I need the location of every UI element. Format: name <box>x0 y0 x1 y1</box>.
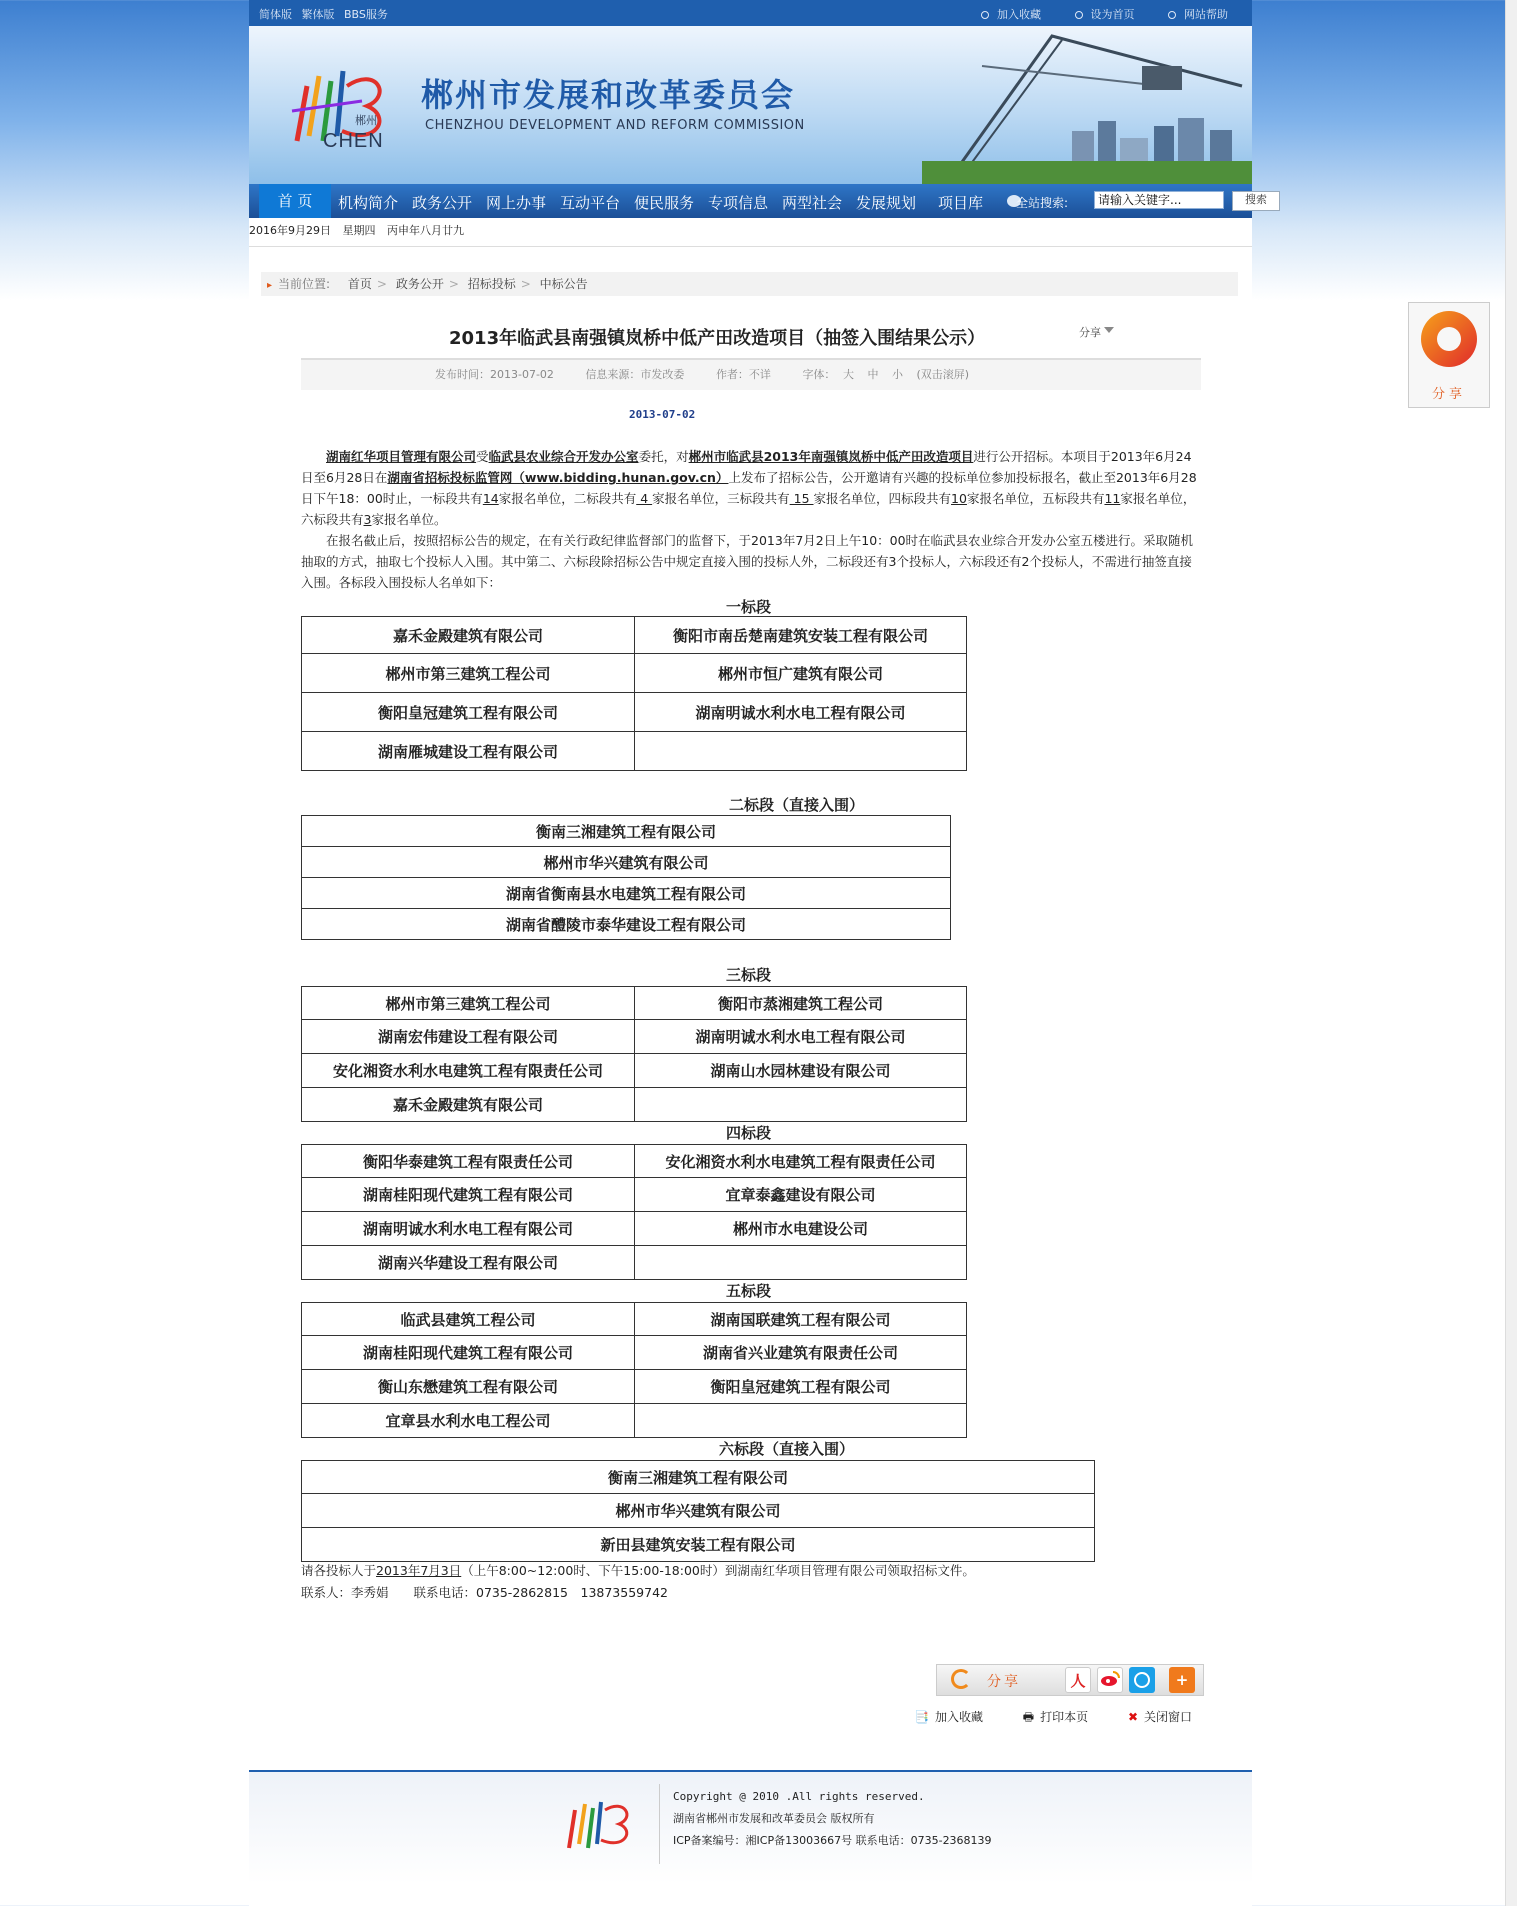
nav-item-project-library[interactable]: 项目库 <box>938 194 984 212</box>
crane-skyline-illustration <box>922 26 1252 184</box>
add-favorite-link[interactable]: 加入收藏 <box>981 8 1041 21</box>
weekday: 星期四 <box>342 224 376 237</box>
owner: 湖南省郴州市发展和改革委员会 版权所有 <box>673 1812 875 1825</box>
weibo-share-icon[interactable] <box>1097 1667 1123 1693</box>
print-button[interactable]: 🖶 打印本页 <box>1022 1710 1089 1724</box>
breadcrumb-award-notice[interactable]: 中标公告 <box>539 277 588 291</box>
simplified-link[interactable]: 简体版 <box>259 8 292 21</box>
search-input[interactable]: 请输入关键字... <box>1094 191 1224 209</box>
table-row: 衡阳华泰建筑工程有限责任公司 安化湘资水利水电建筑工程有限责任公司 <box>302 1145 967 1178</box>
copyright: Copyright @ 2010 .All rights reserved. <box>673 1790 925 1803</box>
footer-text <box>673 1786 992 1852</box>
segment-5-table <box>301 1302 967 1438</box>
favorite-icon: 📑 <box>914 1710 929 1724</box>
segment-2-table <box>301 815 951 940</box>
article-body <box>301 446 1201 593</box>
breadcrumb-arrow-icon: ▸ <box>267 280 273 291</box>
nav-item-convenience[interactable]: 便民服务 <box>634 194 695 212</box>
search-label: 全站搜索: <box>1016 196 1069 210</box>
table-row: 临武县建筑工程公司 湖南国联建筑工程有限公司 <box>302 1303 967 1336</box>
scrollbar[interactable] <box>1505 0 1517 1906</box>
side-share-icon-inner <box>1437 327 1461 351</box>
font-small-button[interactable]: 小 <box>891 368 903 381</box>
side-share-label: 分享 <box>1431 387 1466 402</box>
share-label[interactable]: 分享 <box>987 1674 1021 1690</box>
closing-notice: 请各投标人于2013年7月3日（上午8:00~12:00时、下午15:00-18:00时）到湖南红华项目管理有限公司领取招标文件。 联系人：李秀娟 联系电话：0735-2862815 13873559742 <box>301 1560 975 1604</box>
side-share-button[interactable] <box>1408 302 1490 408</box>
site-help-link[interactable]: 网站帮助 <box>1168 8 1228 21</box>
contact-info: 联系人：李秀娟 联系电话：0735-2862815 13873559742 <box>301 1585 668 1600</box>
date-bar <box>249 218 1252 248</box>
breadcrumb-gov-affairs[interactable]: 政务公开 <box>395 277 444 291</box>
set-homepage-link[interactable]: 设为首页 <box>1075 8 1135 21</box>
table-row: 郴州市华兴建筑有限公司 <box>302 1494 1095 1528</box>
share-bar <box>936 1664 1204 1696</box>
article-date: 2013-07-02 <box>629 408 696 421</box>
footer-logo-icon <box>561 1784 641 1864</box>
table-row: 湖南明诚水利水电工程有限公司 郴州市水电建设公司 <box>302 1212 967 1246</box>
paragraph-2: 在报名截止后，按照招标公告的规定，在有关行政纪律监督部门的监督下，于2013年7月2日上午10：00时在临武县农业综合开发办公室五楼进行。采取随机抽取的方式，抽取七个投标人入围。其中第二、六标段除招标公告中规定直接入围的投标人外，二标段还有3个投标人，六标段还有2个投标人，不需进行抽签直接入围。各标段入围投标人名单如下： <box>301 533 1194 590</box>
breadcrumb-bidding[interactable]: 招标投标 <box>467 277 516 291</box>
close-window-button[interactable]: ✖ 关闭窗口 <box>1127 1710 1193 1724</box>
share-logo-icon <box>951 1669 971 1689</box>
segment-6-table <box>301 1460 1095 1562</box>
breadcrumb-label: 当前位置: <box>278 277 331 291</box>
table-row: 湖南宏伟建设工程有限公司 湖南明诚水利水电工程有限公司 <box>302 1020 967 1054</box>
table-row: 郴州市第三建筑工程公司 衡阳市蒸湘建筑工程公司 <box>302 987 967 1020</box>
paragraph-1: 湖南红华项目管理有限公司受临武县农业综合开发办公室委托，对郴州市临武县2013年南强镇岚桥中低产田改造项目进行公开招标。本项目于2013年6月24日至6月28日在湖南省招标投标监管网（www.bidding.hunan.gov.cn）上发布了招标公告，公开邀请有兴趣的投标单位参加投标报名，截止至2013年6月28日下午18：00时止，一标段共有14家报名单位，二标段共有 4 家报名单位，三标段共有 15 家报名单位，四标段共有10家报名单位，五标段共有11家报名单位，六标段共有3家报名单位。 <box>301 449 1197 527</box>
site-subtitle: CHENZHOU DEVELOPMENT AND REFORM COMMISSION <box>425 118 805 133</box>
renren-share-icon[interactable]: 人 <box>1065 1667 1091 1693</box>
share-dropdown[interactable]: 分享 <box>1079 324 1114 340</box>
traditional-link[interactable]: 繁体版 <box>301 8 335 21</box>
breadcrumb: ▸ 当前位置: 首页 > 政务公开 > 招标投标 > 中标公告 <box>261 272 1238 296</box>
print-icon: 🖶 <box>1022 1710 1035 1724</box>
table-row: 湖南省醴陵市泰华建设工程有限公司 <box>302 909 951 940</box>
table-row: 衡南三湘建筑工程有限公司 <box>302 1461 1095 1494</box>
article-title: 2013年临武县南强镇岚桥中低产田改造项目（抽签入围结果公示） <box>449 328 986 349</box>
logo-city: 郴州 <box>355 114 377 127</box>
table-row: 湖南桂阳现代建筑工程有限公司 宜章泰鑫建设有限公司 <box>302 1178 967 1212</box>
breadcrumb-home[interactable]: 首页 <box>347 277 372 291</box>
logo-text: CHEN <box>323 130 384 152</box>
site-title: 郴州市发展和改革委员会 <box>421 76 796 114</box>
table-row: 湖南桂阳现代建筑工程有限公司 湖南省兴业建筑有限责任公司 <box>302 1336 967 1370</box>
close-icon: ✖ <box>1127 1710 1139 1724</box>
segment-6-title: 六标段（直接入围） <box>719 1440 855 1458</box>
table-row: 衡阳皇冠建筑工程有限公司 湖南明诚水利水电工程有限公司 <box>302 693 967 732</box>
font-medium-button[interactable]: 中 <box>867 368 879 381</box>
segment-3-title: 三标段 <box>726 966 772 984</box>
table-row: 宜章县水利水电工程公司 <box>302 1404 967 1438</box>
current-date: 2016年9月29日 <box>249 224 331 237</box>
segment-4-title: 四标段 <box>726 1124 772 1142</box>
segment-1-title: 一标段 <box>726 598 772 616</box>
segment-1-table <box>301 616 967 771</box>
table-row: 衡山东懋建筑工程有限公司 衡阳皇冠建筑工程有限公司 <box>302 1370 967 1404</box>
site-header <box>249 26 1252 184</box>
footer-divider <box>659 1784 660 1864</box>
nav-item-development-plan[interactable]: 发展规划 <box>856 194 917 212</box>
nav-item-interaction[interactable]: 互动平台 <box>560 194 621 212</box>
scroll-hint: (双击滚屏) <box>916 368 970 381</box>
search-button[interactable]: 搜索 <box>1232 191 1280 211</box>
nav-item-special-info[interactable]: 专项信息 <box>708 194 769 212</box>
nav-item-institution[interactable]: 机构简介 <box>338 194 399 212</box>
nav-home[interactable]: 首 页 <box>259 184 331 218</box>
table-row: 湖南雁城建设工程有限公司 <box>302 732 967 771</box>
page <box>249 0 1267 1906</box>
divider <box>249 246 1252 247</box>
bbs-link[interactable]: BBS服务 <box>344 8 388 21</box>
author: 作者：不详 <box>715 368 771 381</box>
top-bar <box>249 0 1252 26</box>
nav-item-online-services[interactable]: 网上办事 <box>486 194 547 212</box>
article-meta <box>301 358 1201 390</box>
table-row: 新田县建筑安装工程有限公司 <box>302 1528 1095 1562</box>
segment-2-title: 二标段（直接入围） <box>729 796 865 814</box>
table-row: 湖南省衡南县水电建筑工程有限公司 <box>302 878 951 909</box>
segment-3-table <box>301 986 967 1122</box>
font-size-label: 字体： <box>802 368 836 381</box>
table-row: 郴州市华兴建筑有限公司 <box>302 847 951 878</box>
more-share-icon[interactable]: + <box>1169 1667 1195 1693</box>
table-row: 郴州市第三建筑工程公司 郴州市恒广建筑有限公司 <box>302 654 967 693</box>
article-toolbar <box>914 1708 1228 1729</box>
segment-4-table <box>301 1144 967 1280</box>
nav-item-two-type-society[interactable]: 两型社会 <box>782 194 843 212</box>
nav-item-gov-affairs[interactable]: 政务公开 <box>412 194 473 212</box>
footer <box>249 1770 1252 1884</box>
favorite-button[interactable]: 📑 加入收藏 <box>914 1710 983 1724</box>
table-row: 安化湘资水利水电建筑工程有限责任公司 湖南山水园林建设有限公司 <box>302 1054 967 1088</box>
table-row: 嘉禾金殿建筑有限公司 <box>302 1088 967 1122</box>
info-source: 信息来源：市发改委 <box>585 368 685 381</box>
font-large-button[interactable]: 大 <box>842 368 854 381</box>
table-row: 嘉禾金殿建筑有限公司 衡阳市南岳楚南建筑安装工程有限公司 <box>302 617 967 654</box>
main-nav <box>249 184 1267 218</box>
publish-time: 发布时间：2013-07-02 <box>435 368 554 381</box>
table-row: 湖南兴华建设工程有限公司 <box>302 1246 967 1280</box>
tencent-share-icon[interactable] <box>1129 1667 1155 1693</box>
lunar-date: 丙申年八月廿九 <box>387 224 464 237</box>
icp: ICP备案编号：湘ICP备13003667号 联系电话：0735-2368139 <box>673 1834 992 1847</box>
table-row: 衡南三湘建筑工程有限公司 <box>302 816 951 847</box>
segment-5-title: 五标段 <box>726 1282 772 1300</box>
